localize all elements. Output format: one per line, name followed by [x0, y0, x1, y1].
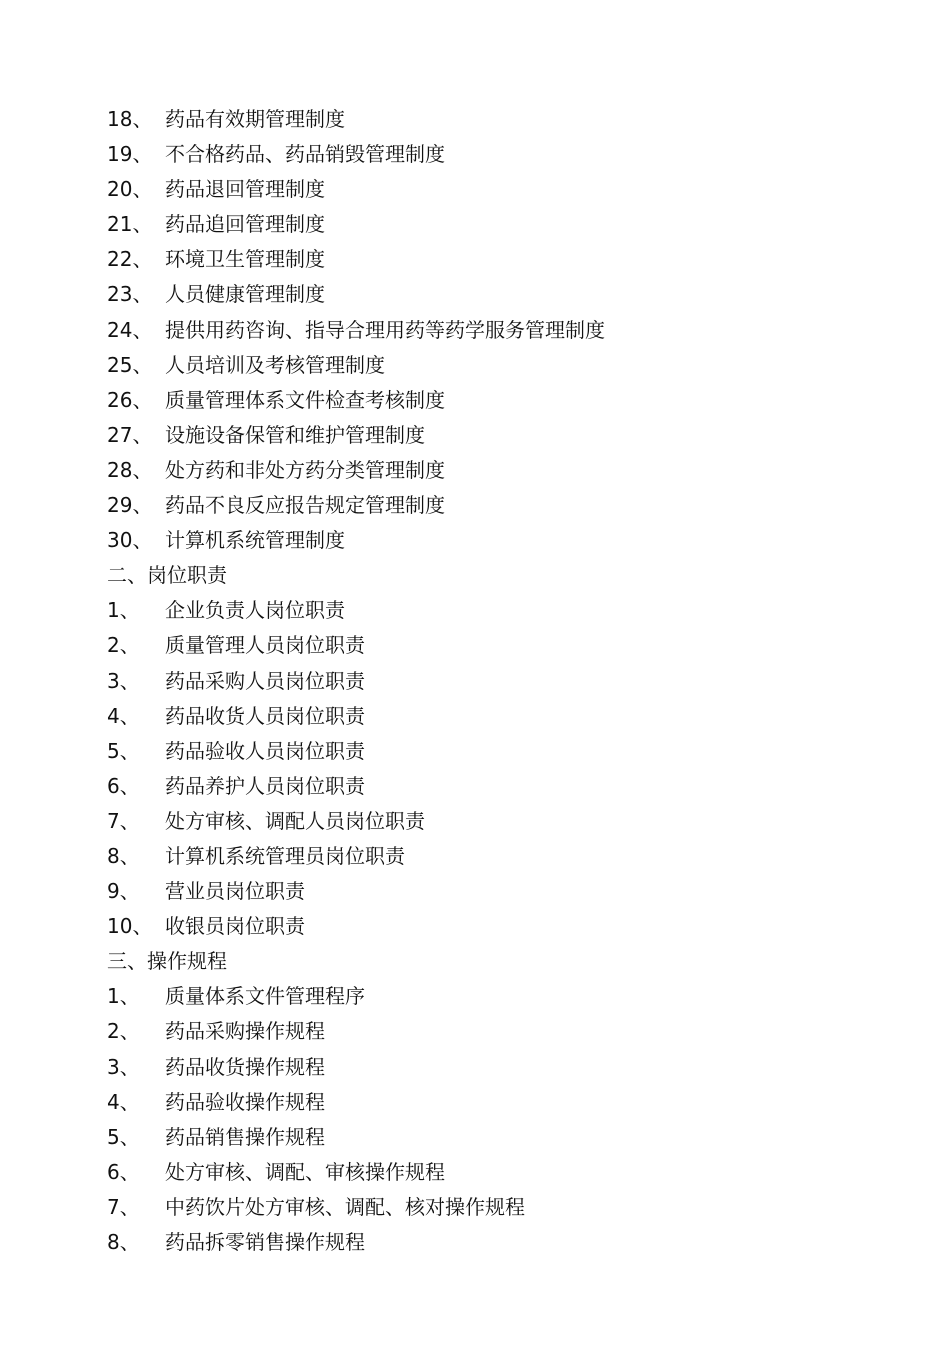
item-number: 2、 — [107, 1019, 140, 1044]
list-item — [107, 804, 887, 839]
item-number: 21、 — [107, 212, 153, 237]
item-number: 10、 — [107, 914, 153, 939]
list-item — [107, 488, 887, 523]
item-number: 19、 — [107, 142, 153, 167]
item-text: 质量管理体系文件检查考核制度 — [165, 387, 445, 412]
list-item — [107, 909, 887, 944]
item-number: 24、 — [107, 317, 153, 342]
section-job-duties — [107, 558, 887, 944]
item-text: 药品销售操作规程 — [165, 1124, 325, 1149]
item-number: 8、 — [107, 843, 140, 868]
item-text: 处方审核、调配人员岗位职责 — [165, 808, 425, 833]
list-item — [107, 839, 887, 874]
item-number: 5、 — [107, 738, 140, 763]
list-item — [107, 383, 887, 418]
list-item — [107, 313, 887, 348]
item-text: 收银员岗位职责 — [165, 914, 305, 939]
item-text: 药品拆零销售操作规程 — [165, 1230, 365, 1254]
item-text: 营业员岗位职责 — [165, 879, 305, 904]
list-item — [107, 593, 887, 628]
list-item — [107, 207, 887, 242]
item-text: 人员健康管理制度 — [165, 282, 325, 307]
document-list — [107, 102, 887, 1260]
item-number: 4、 — [107, 1089, 140, 1114]
item-text: 药品退回管理制度 — [165, 177, 325, 202]
item-number: 28、 — [107, 457, 153, 482]
list-item — [107, 979, 887, 1014]
item-number: 3、 — [107, 1054, 140, 1079]
item-text: 质量管理人员岗位职责 — [165, 633, 365, 658]
item-text: 处方药和非处方药分类管理制度 — [165, 457, 445, 482]
list-item — [107, 418, 887, 453]
list-item — [107, 628, 887, 663]
list-item — [107, 137, 887, 172]
section-management-rules — [107, 102, 887, 558]
list-item — [107, 523, 887, 558]
item-text: 人员培训及考核管理制度 — [165, 352, 385, 377]
list-item — [107, 242, 887, 277]
item-text: 计算机系统管理员岗位职责 — [165, 843, 405, 868]
item-text: 药品采购操作规程 — [165, 1019, 325, 1044]
section-heading: 三、操作规程 — [107, 949, 227, 974]
item-text: 不合格药品、药品销毁管理制度 — [165, 142, 445, 167]
section-heading: 二、岗位职责 — [107, 563, 227, 588]
item-text: 药品不良反应报告规定管理制度 — [165, 493, 445, 518]
item-text: 药品验收人员岗位职责 — [165, 738, 365, 763]
list-item — [107, 1050, 887, 1085]
list-item — [107, 874, 887, 909]
list-item — [107, 769, 887, 804]
section-operating-procedures — [107, 944, 887, 1260]
list-item — [107, 102, 887, 137]
list-item — [107, 348, 887, 383]
item-text: 提供用药咨询、指导合理用药等药学服务管理制度 — [165, 317, 605, 342]
item-number: 6、 — [107, 1159, 140, 1184]
item-number: 18、 — [107, 107, 153, 131]
item-text: 药品验收操作规程 — [165, 1089, 325, 1114]
list-item — [107, 1190, 887, 1225]
item-text: 质量体系文件管理程序 — [165, 984, 365, 1009]
item-number: 25、 — [107, 352, 153, 377]
item-number: 6、 — [107, 773, 140, 798]
list-item — [107, 1225, 887, 1260]
item-number: 7、 — [107, 808, 140, 833]
item-number: 2、 — [107, 633, 140, 658]
item-number: 1、 — [107, 984, 140, 1009]
list-item — [107, 277, 887, 312]
item-text: 药品采购人员岗位职责 — [165, 668, 365, 693]
item-text: 药品养护人员岗位职责 — [165, 773, 365, 798]
item-text: 企业负责人岗位职责 — [165, 598, 345, 623]
item-number: 3、 — [107, 668, 140, 693]
item-number: 30、 — [107, 528, 153, 553]
item-text: 处方审核、调配、审核操作规程 — [165, 1159, 445, 1184]
item-number: 9、 — [107, 879, 140, 904]
list-item — [107, 734, 887, 769]
list-item — [107, 1155, 887, 1190]
list-item — [107, 1120, 887, 1155]
item-number: 7、 — [107, 1194, 140, 1219]
item-text: 药品有效期管理制度 — [165, 107, 345, 131]
item-text: 设施设备保管和维护管理制度 — [165, 422, 425, 447]
list-item — [107, 172, 887, 207]
list-item — [107, 1014, 887, 1049]
item-number: 4、 — [107, 703, 140, 728]
list-item — [107, 664, 887, 699]
item-number: 8、 — [107, 1230, 140, 1254]
item-number: 5、 — [107, 1124, 140, 1149]
item-number: 23、 — [107, 282, 153, 307]
item-text: 药品追回管理制度 — [165, 212, 325, 237]
item-text: 药品收货操作规程 — [165, 1054, 325, 1079]
list-item — [107, 1085, 887, 1120]
item-number: 1、 — [107, 598, 140, 623]
item-number: 22、 — [107, 247, 153, 272]
item-number: 26、 — [107, 387, 153, 412]
item-number: 29、 — [107, 493, 153, 518]
list-item — [107, 453, 887, 488]
item-number: 20、 — [107, 177, 153, 202]
item-text: 药品收货人员岗位职责 — [165, 703, 365, 728]
item-number: 27、 — [107, 422, 153, 447]
item-text: 计算机系统管理制度 — [165, 528, 345, 553]
item-text: 中药饮片处方审核、调配、核对操作规程 — [165, 1194, 525, 1219]
list-item — [107, 699, 887, 734]
item-text: 环境卫生管理制度 — [165, 247, 325, 272]
